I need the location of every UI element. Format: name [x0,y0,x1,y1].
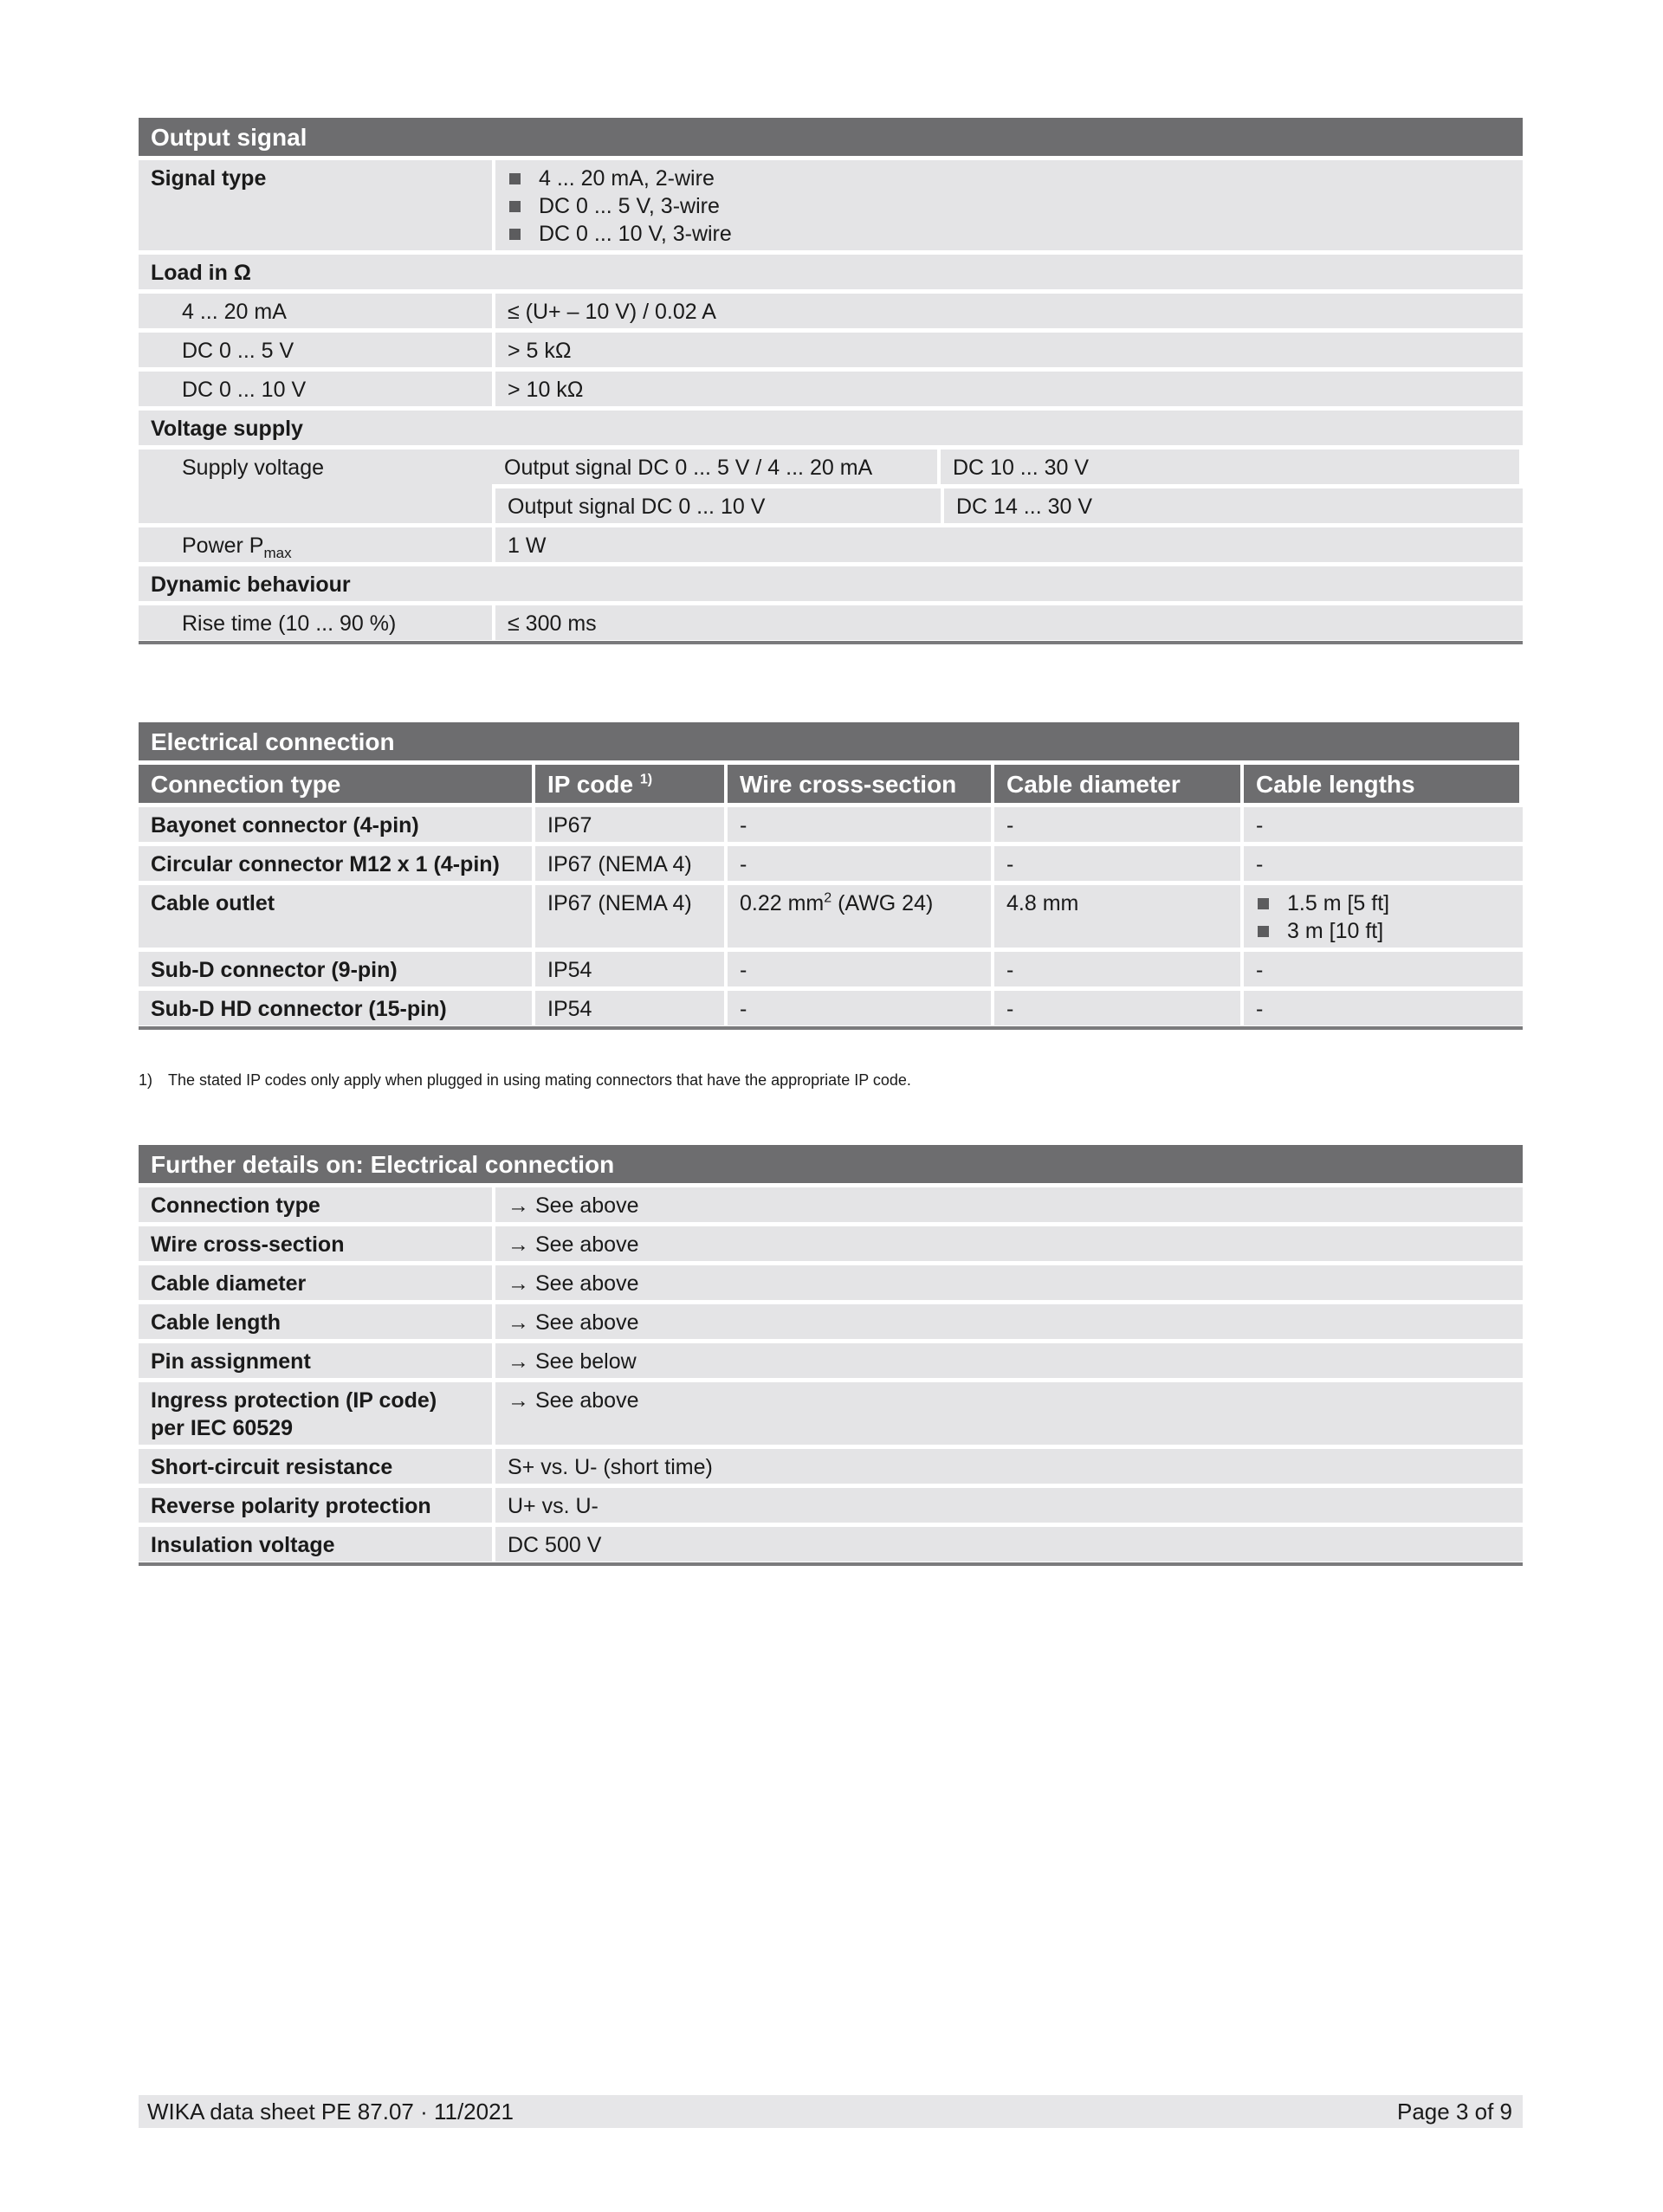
load-range-value: > 5 kΩ [495,333,1523,367]
table-row [139,952,1523,986]
lengths-cell: - [1244,846,1523,881]
detail-label: Wire cross-section [139,1226,492,1261]
rise-time-value: ≤ 300 ms [495,605,1523,640]
detail-value: → See above [495,1226,1523,1261]
table-row [139,372,1523,406]
wire-cell: - [728,991,991,1025]
supply-voltage-label: Supply voltage [139,450,492,523]
dynamic-label: Dynamic behaviour [139,566,1523,601]
table-row [139,294,1523,328]
datasheet-reference: WIKA data sheet PE 87.07 · 11/2021 [147,2098,514,2125]
bullet-square-icon [1258,926,1269,937]
cable-lengths-list [1256,889,1511,945]
connection-type-cell: Sub-D connector (9-pin) [139,952,532,986]
table-bottom-rule [139,641,1523,644]
signal-type-label: Signal type [139,160,492,250]
diameter-cell: - [994,991,1240,1025]
electrical-connection-table [139,722,1523,1030]
load-range-label: DC 0 ... 10 V [139,372,492,406]
wire-cell: - [728,807,991,842]
detail-label: Connection type [139,1187,492,1222]
load-range-value: ≤ (U+ – 10 V) / 0.02 A [495,294,1523,328]
detail-value: → See above [495,1382,1523,1445]
output-signal-header: Output signal [139,118,1523,156]
load-range-label: DC 0 ... 5 V [139,333,492,367]
wire-cell: - [728,952,991,986]
detail-label: Cable length [139,1304,492,1339]
lengths-cell [1244,885,1523,948]
table-row [139,807,1523,842]
lengths-cell: - [1244,807,1523,842]
ip-footnote [139,1071,927,1090]
column-header-wire: Wire cross-section [728,765,991,803]
ip-code-cell: IP67 (NEMA 4) [535,885,724,948]
power-row [139,527,1523,562]
further-details-header: Further details on: Electrical connection [139,1145,1523,1183]
supply-value: DC 10 ... 30 V [941,450,1519,484]
signal-type-value [495,160,1523,250]
list-item: DC 0 ... 10 V, 3-wire [508,220,1511,248]
detail-value: → See below [495,1343,1523,1378]
list-item: 1.5 m [5 ft] [1256,889,1511,917]
diameter-cell: - [994,952,1240,986]
connection-type-cell: Sub-D HD connector (15-pin) [139,991,532,1025]
bullet-square-icon [1258,898,1269,909]
detail-label: Reverse polarity protection [139,1488,492,1523]
ip-code-cell: IP54 [535,952,724,986]
connection-type-cell: Cable outlet [139,885,532,948]
table-row [139,991,1523,1025]
output-signal-table [139,118,1523,644]
diameter-cell: - [994,807,1240,842]
table-row [139,885,1523,948]
page-number: Page 3 of 9 [1397,2098,1512,2125]
detail-label: Pin assignment [139,1343,492,1378]
bullet-square-icon [509,201,521,212]
list-item: 4 ... 20 mA, 2-wire [508,165,1511,192]
load-range-label: 4 ... 20 mA [139,294,492,328]
detail-label: Insulation voltage [139,1527,492,1562]
rise-time-label: Rise time (10 ... 90 %) [139,605,492,640]
voltage-supply-row [139,411,1523,445]
bullet-square-icon [509,229,521,240]
power-value: 1 W [495,527,1523,562]
table-bottom-rule [139,1562,1523,1566]
ip-code-cell: IP54 [535,991,724,1025]
bullet-square-icon [509,173,521,184]
table-row [139,1382,1523,1445]
table-row [139,1449,1523,1484]
connection-type-cell: Bayonet connector (4-pin) [139,807,532,842]
list-item: DC 0 ... 5 V, 3-wire [508,192,1511,220]
footnote-text: The stated IP codes only apply when plugged in using mating connectors that have the appropriate IP code. [168,1071,911,1089]
signal-type-row [139,160,1523,250]
rise-time-row [139,605,1523,640]
detail-label: Ingress protection (IP code) per IEC 60529 [139,1382,492,1445]
list-item: 3 m [10 ft] [1256,917,1511,945]
table-bottom-rule [139,1026,1523,1030]
footnote-marker: 1) [139,1071,153,1089]
table-row [139,846,1523,881]
table-row [139,1304,1523,1339]
wire-cell: 0.22 $mm^2$ (AWG 24) [728,885,991,948]
electrical-connection-header: Electrical connection [139,722,1519,760]
signal-type-list [508,165,1511,248]
ip-code-cell: IP67 (NEMA 4) [535,846,724,881]
supply-value: DC 14 ... 30 V [944,488,1523,523]
ip-code-cell: IP67 [535,807,724,842]
supply-voltage-row [139,450,1523,523]
column-header-diameter: Cable diameter [994,765,1240,803]
load-label: Load in Ω [139,255,1523,289]
wire-cell: - [728,846,991,881]
load-row [139,255,1523,289]
detail-label: Cable diameter [139,1265,492,1300]
column-header-connection-type: Connection type [139,765,532,803]
column-header-row [139,765,1523,803]
diameter-cell: 4.8 mm [994,885,1240,948]
power-label: Power $P_{max}$ [139,527,492,562]
table-row [139,1343,1523,1378]
connection-type-cell: Circular connector M12 x 1 (4-pin) [139,846,532,881]
page-footer [139,2095,1523,2128]
lengths-cell: - [1244,952,1523,986]
table-row [139,1527,1523,1562]
detail-value: → See above [495,1187,1523,1222]
supply-condition: Output signal DC 0 ... 5 V / 4 ... 20 mA [492,450,937,484]
detail-value: S+ vs. U- (short time) [495,1449,1523,1484]
column-header-lengths: Cable lengths [1244,765,1519,803]
column-header-ip-code: IP code $^{1)}$ [535,765,724,803]
detail-value: U+ vs. U- [495,1488,1523,1523]
detail-value: DC 500 V [495,1527,1523,1562]
voltage-supply-label: Voltage supply [139,411,1523,445]
load-range-value: > 10 kΩ [495,372,1523,406]
detail-label: Short-circuit resistance [139,1449,492,1484]
table-row [139,1187,1523,1222]
detail-value: → See above [495,1304,1523,1339]
table-row [139,1488,1523,1523]
table-row [139,1226,1523,1261]
table-row [139,333,1523,367]
detail-value: → See above [495,1265,1523,1300]
further-details-table [139,1145,1523,1566]
supply-voltage-values [492,450,1523,523]
lengths-cell: - [1244,991,1523,1025]
diameter-cell: - [994,846,1240,881]
supply-condition: Output signal DC 0 ... 10 V [495,488,941,523]
table-row [139,1265,1523,1300]
dynamic-row [139,566,1523,601]
